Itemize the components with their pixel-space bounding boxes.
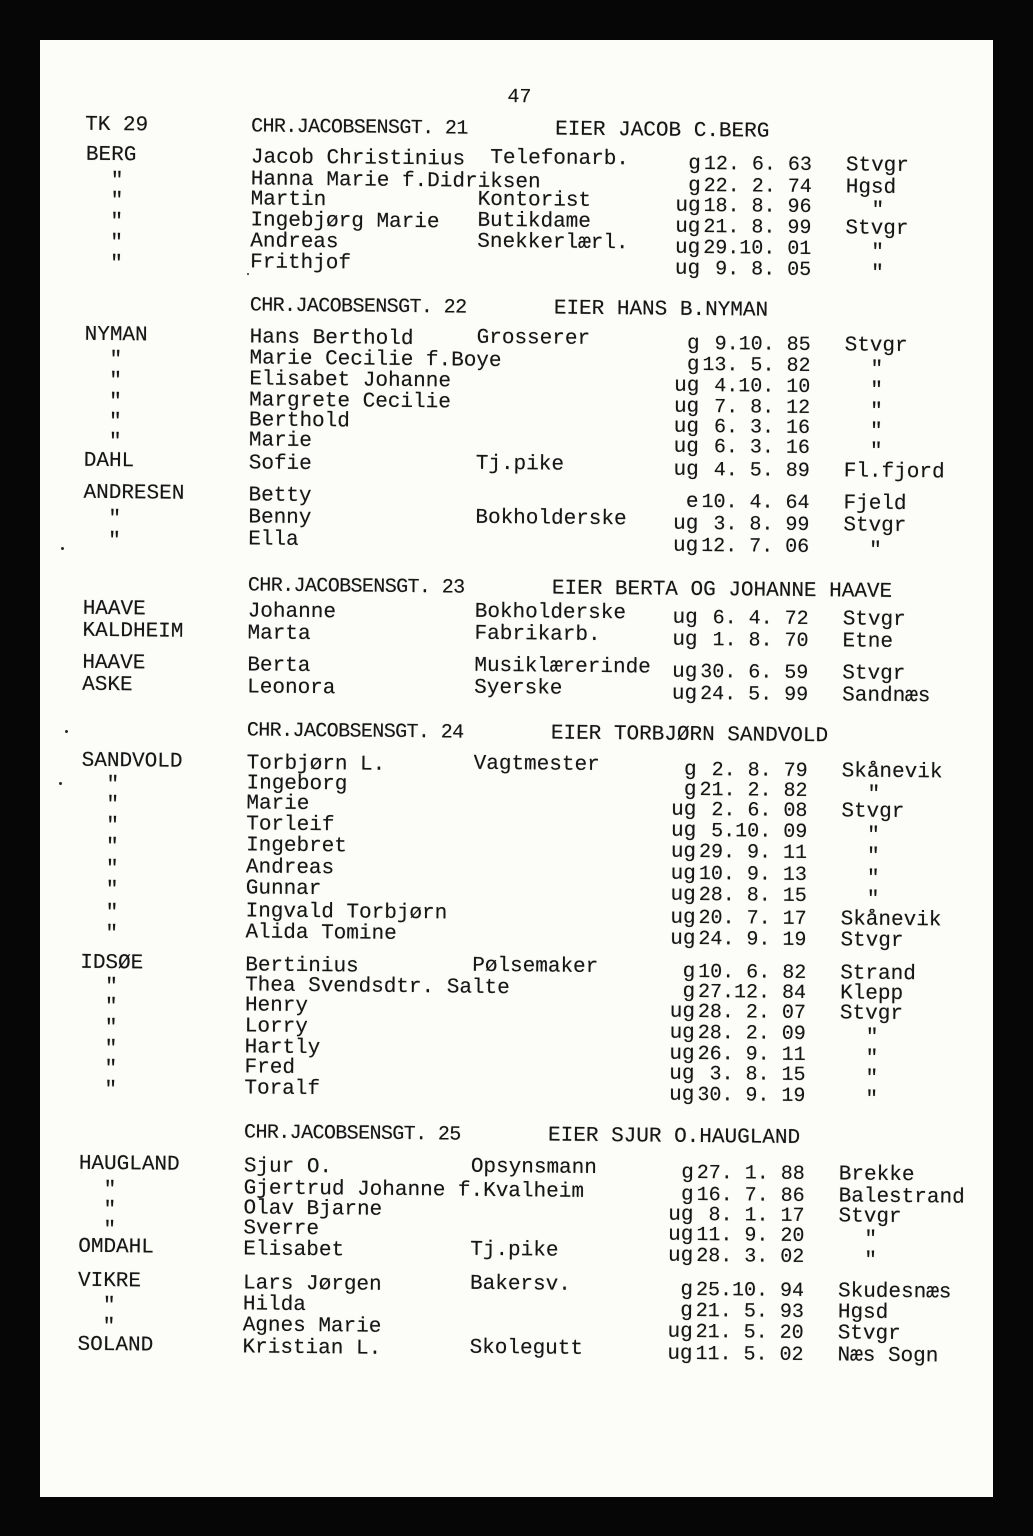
birthplace-ditto: " — [869, 539, 882, 563]
paper-speck — [59, 782, 62, 785]
surname: IDSØE — [80, 951, 144, 976]
surname-ditto: " — [110, 253, 123, 277]
birthplace-ditto: " — [864, 1228, 878, 1252]
marital-status: g — [681, 1161, 694, 1185]
birthplace-ditto: " — [870, 379, 884, 403]
given-name: Berta — [247, 654, 311, 679]
surname-ditto: " — [105, 923, 119, 947]
birthplace-ditto: " — [869, 440, 883, 464]
given-name: Jacob Christinius — [250, 146, 466, 172]
birth-date: 24. 5. 99 — [700, 682, 809, 708]
given-name: Hilda — [242, 1293, 306, 1318]
surname-ditto: " — [109, 391, 122, 415]
marital-status: g — [683, 778, 697, 802]
marital-status: e — [685, 490, 699, 514]
birth-date: 21. 8. 99 — [703, 215, 812, 241]
given-name: Sjur O. — [243, 1155, 333, 1180]
birth-date: 4.10. 10 — [714, 375, 811, 400]
birthplace: Stvgr — [841, 800, 905, 825]
surname-ditto: " — [108, 411, 122, 435]
given-name: Olav Bjarne — [243, 1197, 383, 1222]
birth-date: 1. 8. 70 — [712, 629, 809, 654]
marital-status: ug — [673, 415, 700, 439]
surname-ditto: " — [104, 1038, 118, 1062]
birth-date: 6. 3. 16 — [713, 416, 811, 441]
marital-status: ug — [673, 512, 699, 536]
street-heading: CHR.JACOBSENSGT. 24 — [246, 719, 464, 745]
birthplace-ditto: " — [867, 783, 881, 807]
birthplace: Balestrand — [838, 1185, 965, 1210]
birth-date: 22. 2. 74 — [703, 174, 812, 200]
given-name: Agnes Marie — [242, 1314, 382, 1339]
birthplace: Brekke — [838, 1163, 915, 1188]
given-name: Leonora — [247, 676, 336, 701]
birth-date: 13. 5. 82 — [702, 353, 811, 379]
birthplace-ditto: " — [871, 199, 885, 223]
marital-status: g — [682, 980, 696, 1004]
marital-status: ug — [674, 257, 701, 281]
occupation: Butikdame — [477, 209, 591, 234]
occupation: Tj.pike — [475, 452, 565, 477]
birthplace: Stvgr — [842, 608, 906, 633]
marital-status: ug — [669, 1021, 695, 1045]
occupation: Bakersv. — [469, 1272, 571, 1297]
marital-status: ug — [671, 682, 698, 706]
surname-ditto: " — [105, 836, 119, 860]
given-name: Elisabet Johanne — [249, 368, 452, 394]
surname-ditto: " — [110, 170, 124, 194]
marital-status: ug — [673, 458, 699, 482]
surname-ditto: " — [104, 1017, 118, 1041]
occupation: Musiklærerinde — [474, 654, 651, 680]
surname-ditto: " — [109, 370, 123, 394]
birth-date: 24. 9. 19 — [698, 927, 807, 953]
birth-date: 9. 8. 05 — [715, 258, 812, 283]
given-name: Gunnar — [245, 877, 322, 902]
birthplace: Hgsd — [845, 176, 897, 200]
marital-status: ug — [670, 840, 697, 864]
surname: VIKRE — [77, 1269, 142, 1294]
marital-status: ug — [670, 883, 696, 907]
birth-date: 28. 3. 02 — [696, 1244, 805, 1270]
given-name: Andreas — [245, 856, 335, 881]
marital-status: ug — [670, 819, 697, 843]
birth-date: 21. 5. 20 — [695, 1320, 804, 1346]
given-name: Henry — [244, 994, 309, 1019]
surname-ditto: " — [108, 508, 122, 532]
surname: HAAVE — [82, 651, 146, 676]
birthplace: Klepp — [840, 982, 904, 1007]
surname-ditto: " — [106, 794, 120, 818]
surname: HAUGLAND — [78, 1152, 180, 1177]
marital-status: ug — [672, 606, 698, 630]
marital-status: ug — [669, 1083, 695, 1107]
birth-date: 11. 9. 20 — [696, 1223, 805, 1249]
street-heading: CHR.JACOBSENSGT. 25 — [244, 1121, 461, 1147]
birth-date: 12. 7. 06 — [701, 534, 810, 560]
marital-status: ug — [674, 374, 700, 398]
given-name: Ingebret — [246, 834, 348, 859]
given-name: Hans Berthold — [249, 326, 414, 352]
given-name: Marie Cecilie f.Boye — [249, 347, 502, 373]
marital-status: g — [683, 758, 697, 782]
birth-date: 10. 4. 64 — [701, 490, 810, 516]
birthplace-ditto: " — [870, 400, 883, 424]
birth-date: 10. 6. 82 — [698, 960, 807, 986]
birth-date: 2. 6. 08 — [711, 799, 808, 824]
occupation: Tj.pike — [470, 1238, 559, 1263]
occupation: Bokholderske — [474, 600, 627, 626]
birthplace: Stvgr — [845, 217, 909, 242]
occupation: Grosserer — [476, 326, 591, 351]
given-name: Torleif — [246, 813, 335, 838]
surname: OMDAHL — [78, 1235, 154, 1260]
birth-date: 26. 9. 11 — [697, 1042, 806, 1068]
occupation: Syerske — [474, 676, 563, 701]
given-name: Ingvald Torbjørn — [245, 900, 448, 926]
marital-status: g — [686, 332, 700, 356]
given-name: Margrete Cecilie — [249, 389, 451, 415]
birth-date: 6. 4. 72 — [712, 607, 809, 632]
birth-date: 2. 8. 79 — [711, 759, 808, 784]
marital-status: ug — [670, 906, 696, 930]
birth-date: 16. 7. 86 — [696, 1183, 805, 1209]
birthplace: Strand — [840, 962, 916, 987]
street-heading: CHR.JACOBSENSGT. 23 — [247, 574, 465, 600]
occupation: Pølsemaker — [472, 954, 599, 979]
marital-status: ug — [672, 628, 698, 652]
birth-date: 30. 9. 19 — [697, 1083, 806, 1109]
street-heading: CHR.JACOBSENSGT. 22 — [249, 294, 467, 320]
birthplace-ditto: " — [866, 888, 880, 912]
birthplace: Stvgr — [840, 929, 904, 954]
birthplace: Skånevik — [841, 760, 943, 785]
given-name: Marie — [248, 429, 313, 454]
surname: HAAVE — [82, 597, 146, 622]
birthplace: Stvgr — [838, 1205, 902, 1230]
birth-date: 3. 8. 15 — [709, 1063, 806, 1088]
birth-date: 29.10. 01 — [703, 236, 812, 262]
record-id: TK 29 — [85, 113, 149, 138]
given-name: Kristian L. — [242, 1336, 382, 1361]
occupation: Bokholderske — [475, 506, 627, 532]
birth-date: 27.12. 84 — [697, 980, 807, 1006]
marital-status: ug — [673, 435, 699, 459]
marital-status: g — [680, 1183, 694, 1207]
surname-ditto: " — [102, 1316, 116, 1340]
owner-heading: EIER SJUR O.HAUGLAND — [548, 1124, 801, 1150]
marital-status: g — [688, 152, 701, 176]
birth-date: 21. 2. 82 — [699, 778, 808, 804]
surname-ditto: " — [104, 1058, 118, 1082]
surname-ditto: " — [108, 431, 122, 455]
given-name: Ingeborg — [246, 772, 348, 797]
surname-ditto: " — [106, 774, 120, 798]
surname-ditto: " — [102, 1295, 116, 1319]
birth-date: 29. 9. 11 — [698, 840, 808, 866]
owner-heading: EIER HANS B.NYMAN — [553, 297, 769, 323]
birth-date: 7. 8. 12 — [714, 396, 811, 421]
birthplace-ditto: " — [870, 358, 884, 382]
given-name: Hartly — [244, 1036, 321, 1061]
surname-ditto: " — [103, 1199, 117, 1223]
surname-ditto: " — [103, 1179, 117, 1203]
surname-ditto: " — [105, 858, 119, 882]
marital-status: ug — [673, 395, 700, 419]
birth-date: 18. 8. 96 — [703, 194, 812, 220]
marital-status: g — [682, 960, 696, 984]
birthplace-ditto: " — [865, 1088, 879, 1112]
occupation: Opsynsmann — [470, 1155, 597, 1180]
birth-date: 11. 5. 02 — [695, 1342, 804, 1368]
given-name: Thea Svendsdtr. Salte — [245, 974, 510, 1001]
given-name: Johanne — [247, 600, 337, 625]
occupation: Skolegutt — [469, 1336, 584, 1361]
birthplace: Stvgr — [844, 334, 908, 359]
birth-date: 9.10. 85 — [714, 333, 811, 358]
marital-status: ug — [667, 1244, 694, 1268]
birthplace: Stvgr — [837, 1322, 901, 1347]
birthplace: Sandnæs — [842, 684, 931, 709]
surname-ditto: " — [109, 349, 123, 373]
birth-date: 10. 9. 13 — [698, 862, 808, 888]
birthplace-ditto: " — [864, 1249, 877, 1273]
marital-status: ug — [675, 215, 701, 239]
given-name: Torbjørn L. — [246, 752, 386, 777]
surname-ditto: " — [106, 815, 119, 839]
given-name: Benny — [248, 506, 312, 531]
marital-status: ug — [675, 236, 701, 260]
given-name: Ingebjørg Marie — [250, 209, 440, 235]
marital-status: ug — [671, 798, 697, 822]
birthplace-ditto: " — [867, 824, 880, 848]
surname-ditto: " — [103, 1219, 117, 1243]
page-number: 47 — [507, 85, 532, 110]
surname: ASKE — [82, 673, 133, 698]
surname-ditto: " — [110, 190, 124, 214]
given-name: Lorry — [244, 1015, 308, 1040]
birthplace: Stvgr — [842, 662, 906, 687]
birthplace-ditto: " — [865, 1067, 879, 1091]
owner-heading: EIER BERTA OG JOHANNE HAAVE — [551, 577, 893, 604]
given-name: Frithjof — [250, 251, 352, 276]
birthplace: Skudesnæs — [837, 1280, 952, 1305]
marital-status: g — [680, 1299, 693, 1323]
birth-date: 5.10. 09 — [711, 820, 808, 845]
given-name: Hanna Marie f.Didriksen — [250, 168, 541, 195]
marital-status: ug — [668, 1203, 694, 1227]
birthplace-ditto: " — [871, 241, 884, 265]
marital-status: ug — [672, 660, 698, 684]
marital-status: ug — [672, 534, 699, 558]
marital-status: g — [680, 1278, 694, 1302]
given-name: Marta — [247, 622, 311, 647]
birthplace: Stvgr — [845, 154, 909, 179]
birth-date: 28. 2. 07 — [697, 1000, 807, 1026]
given-name: Alida Tomine — [245, 921, 397, 946]
surname-ditto: " — [104, 1079, 118, 1103]
surname: NYMAN — [84, 323, 148, 348]
marital-status: ug — [669, 1062, 695, 1086]
birth-date: 27. 1. 88 — [696, 1161, 805, 1187]
birthplace: Hgsd — [837, 1301, 889, 1325]
birthplace: Fjeld — [843, 492, 907, 517]
given-name: Fred — [244, 1056, 296, 1080]
birthplace: Stvgr — [843, 514, 907, 539]
surname-ditto: " — [108, 530, 121, 554]
given-name: Berthold — [248, 409, 350, 434]
marital-status: ug — [669, 1000, 696, 1024]
surname: KALDHEIM — [82, 619, 184, 644]
paper-speck — [65, 730, 68, 733]
birthplace-ditto: " — [865, 1026, 879, 1050]
birth-date: 4. 5. 89 — [713, 459, 810, 484]
birthplace-ditto: " — [871, 262, 884, 286]
given-name: Elisabet — [243, 1238, 345, 1263]
birth-date: 30. 6. 59 — [700, 660, 809, 686]
birthplace: Fl.fjord — [843, 460, 945, 485]
surname-ditto: " — [104, 996, 118, 1020]
given-name: Martin — [250, 188, 327, 213]
surname-ditto: " — [110, 211, 124, 235]
birthplace: Næs Sogn — [837, 1344, 939, 1369]
street-heading: CHR.JACOBSENSGT. 21 — [251, 115, 468, 141]
marital-status: ug — [669, 1042, 695, 1066]
given-name: Ella — [248, 528, 299, 552]
given-name: Sverre — [243, 1217, 320, 1242]
birth-date: 25.10. 94 — [695, 1278, 805, 1304]
occupation: Vagtmester — [473, 752, 600, 777]
marital-status: ug — [667, 1320, 693, 1344]
given-name: Andreas — [250, 230, 339, 255]
occupation: Snekkerlærl. — [477, 230, 629, 256]
birth-date: 28. 8. 15 — [698, 883, 807, 909]
surname-ditto: " — [105, 976, 118, 1000]
birthplace-ditto: " — [866, 867, 880, 891]
marital-status: ug — [670, 862, 697, 886]
occupation: Telefonarb. — [490, 146, 630, 172]
birth-date: 28. 2. 09 — [697, 1021, 806, 1047]
birth-date: 6. 3. 16 — [713, 436, 810, 461]
birthplace: Stvgr — [839, 1002, 904, 1027]
given-name: Gjertrud Johanne f.Kvalheim — [243, 1177, 585, 1204]
given-name: Betty — [248, 484, 312, 509]
birthplace-ditto: " — [865, 1047, 879, 1071]
birth-date: 20. 7. 17 — [698, 906, 807, 932]
marital-status: ug — [670, 927, 696, 951]
given-name: Toralf — [244, 1077, 321, 1102]
given-name: Bertinius — [245, 954, 359, 979]
given-name: Lars Jørgen — [242, 1272, 382, 1297]
owner-heading: EIER JACOB C.BERG — [555, 118, 770, 144]
paper-speck — [61, 547, 64, 550]
given-name: Marie — [246, 792, 310, 817]
surname-ditto: " — [105, 902, 119, 926]
birthplace-ditto: " — [869, 420, 883, 444]
marital-status: g — [686, 353, 700, 377]
birthplace: Skånevik — [840, 908, 942, 933]
surname: SANDVOLD — [81, 749, 183, 774]
birth-date: 12. 6. 63 — [703, 152, 812, 178]
surname: ANDRESEN — [83, 481, 185, 506]
surname: DAHL — [83, 449, 135, 474]
marital-status: ug — [675, 194, 701, 218]
surname-ditto: " — [110, 232, 123, 256]
paper-speck — [247, 273, 249, 275]
birth-date: 3. 8. 99 — [713, 513, 810, 538]
marital-status: ug — [668, 1223, 694, 1247]
birthplace-ditto: " — [866, 845, 880, 869]
surname: SOLAND — [77, 1333, 154, 1358]
occupation: Kontorist — [477, 188, 592, 213]
birthplace: Etne — [842, 630, 894, 654]
marital-status: ug — [667, 1342, 693, 1366]
owner-heading: EIER TORBJØRN SANDVOLD — [550, 722, 829, 749]
surname: BERG — [85, 143, 137, 168]
birth-date: 21. 5. 93 — [695, 1299, 804, 1325]
surname-ditto: " — [105, 879, 119, 903]
given-name: Sofie — [248, 452, 312, 477]
occupation: Fabrikarb. — [474, 622, 601, 647]
marital-status: g — [688, 174, 701, 198]
birth-date: 8. 1. 17 — [708, 1204, 805, 1229]
